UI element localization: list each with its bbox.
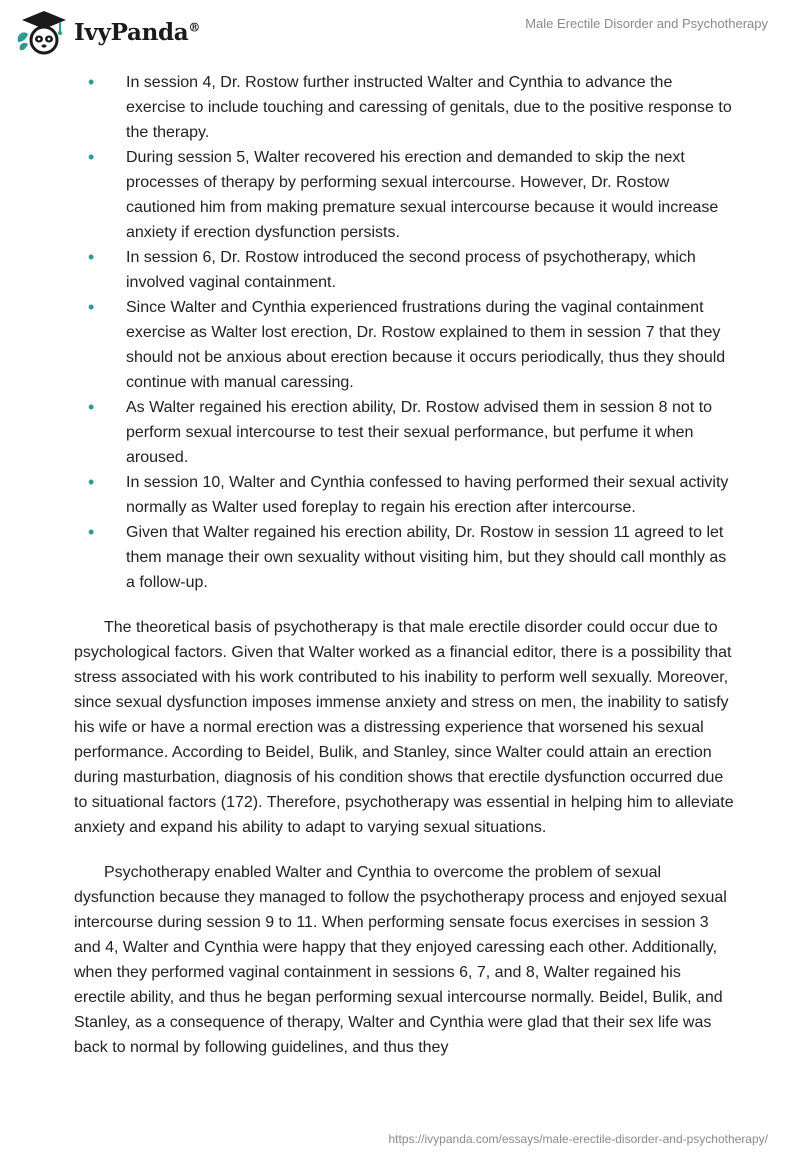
paragraph-outcome: Psychotherapy enabled Walter and Cynthia to overcome the problem of sexual dysfunction because they managed to follow the psychotherapy process and enjoyed sexual intercourse during session 9 to 11. When performing sensate focus exercises in session 3 and 4, Walter and Cynthia were happy that they enjoyed caressing each other. Additionally, when they performed vaginal containment in sessions 6, 7, and 8, Walter regained his erectile ability, and thus he began performing sexual intercourse normally. Beidel, Bulik, and Stanley, as a consequence of therapy, Walter and Cynthia were glad that their sex life was back to normal by following guidelines, and thus they: [74, 864, 727, 1056]
bullet-icon: •: [88, 472, 95, 492]
ivypanda-logo[interactable]: [14, 8, 200, 56]
bullet-icon: •: [88, 397, 95, 417]
list-item: [74, 470, 734, 520]
bullet-icon: •: [88, 522, 95, 542]
list-item-text: In session 6, Dr. Rostow introduced the second process of psychotherapy, which involved vaginal containment.: [126, 249, 696, 291]
source-url[interactable]: https://ivypanda.com/essays/male-erectile-disorder-and-psychotherapy/: [388, 1132, 768, 1146]
paragraph-theoretical-basis: The theoretical basis of psychotherapy is that male erectile disorder could occur due to psychological factors. Given that Walter worked as a financial editor, there is a possibility that stress associated with his work contributed to his inability to perform well sexually. Moreover, since sexual dysfunction imposes immense anxiety and stress on men, the inability to satisfy his wife or have a normal erection was a distressing experience that worsened his sexual performance. According to Beidel, Bulik, and Stanley, since Walter could attain an erection during masturbation, diagnosis of his condition shows that erectile dysfunction occurred due to situational factors (172). Therefore, psychotherapy was essential in helping him to alleviate anxiety and expand his ability to adapt to varying sexual situations.: [74, 619, 734, 836]
bullet-icon: •: [88, 247, 95, 267]
list-item-text: In session 10, Walter and Cynthia confessed to having performed their sexual activity normally as Walter used foreplay to regain his erection after intercourse.: [126, 474, 729, 516]
bullet-icon: •: [88, 297, 95, 317]
list-item: [74, 145, 734, 245]
list-item: [74, 245, 734, 295]
page-header: [0, 0, 800, 60]
bullet-icon: •: [88, 72, 95, 92]
bullet-icon: •: [88, 147, 95, 167]
list-item: [74, 70, 734, 145]
list-item: [74, 520, 734, 595]
list-item-text: Given that Walter regained his erection ability, Dr. Rostow in session 11 agreed to let them manage their own sexuality without visiting him, but they should call monthly as a follow-up.: [126, 524, 727, 591]
session-bullet-list: [74, 70, 734, 595]
brand-text: IvyPanda: [74, 18, 189, 46]
essay-content: [74, 70, 734, 1060]
document-title: Male Erectile Disorder and Psychotherapy: [525, 16, 768, 31]
list-item: [74, 295, 734, 395]
list-item-text: During session 5, Walter recovered his erection and demanded to skip the next processes of therapy by performing sexual intercourse. However, Dr. Rostow cautioned him from making premature sexual intercourse because it would increase anxiety if erection dysfunction persists.: [126, 149, 719, 241]
list-item-text: Since Walter and Cynthia experienced frustrations during the vaginal containment exercise as Walter lost erection, Dr. Rostow explained to them in session 7 that they should not be anxious about erection because it occurs periodically, thus they should continue with manual caressing.: [126, 299, 726, 391]
list-item-text: As Walter regained his erection ability, Dr. Rostow advised them in session 8 not to perform sexual intercourse to test their sexual performance, but perfume it when aroused.: [126, 399, 713, 466]
brand-name: [74, 19, 200, 46]
list-item-text: In session 4, Dr. Rostow further instructed Walter and Cynthia to advance the exercise to include touching and caressing of genitals, due to the positive response to the therapy.: [126, 74, 732, 141]
list-item: [74, 395, 734, 470]
panda-graduate-icon: [14, 8, 70, 56]
registered-mark: ®: [188, 19, 201, 34]
